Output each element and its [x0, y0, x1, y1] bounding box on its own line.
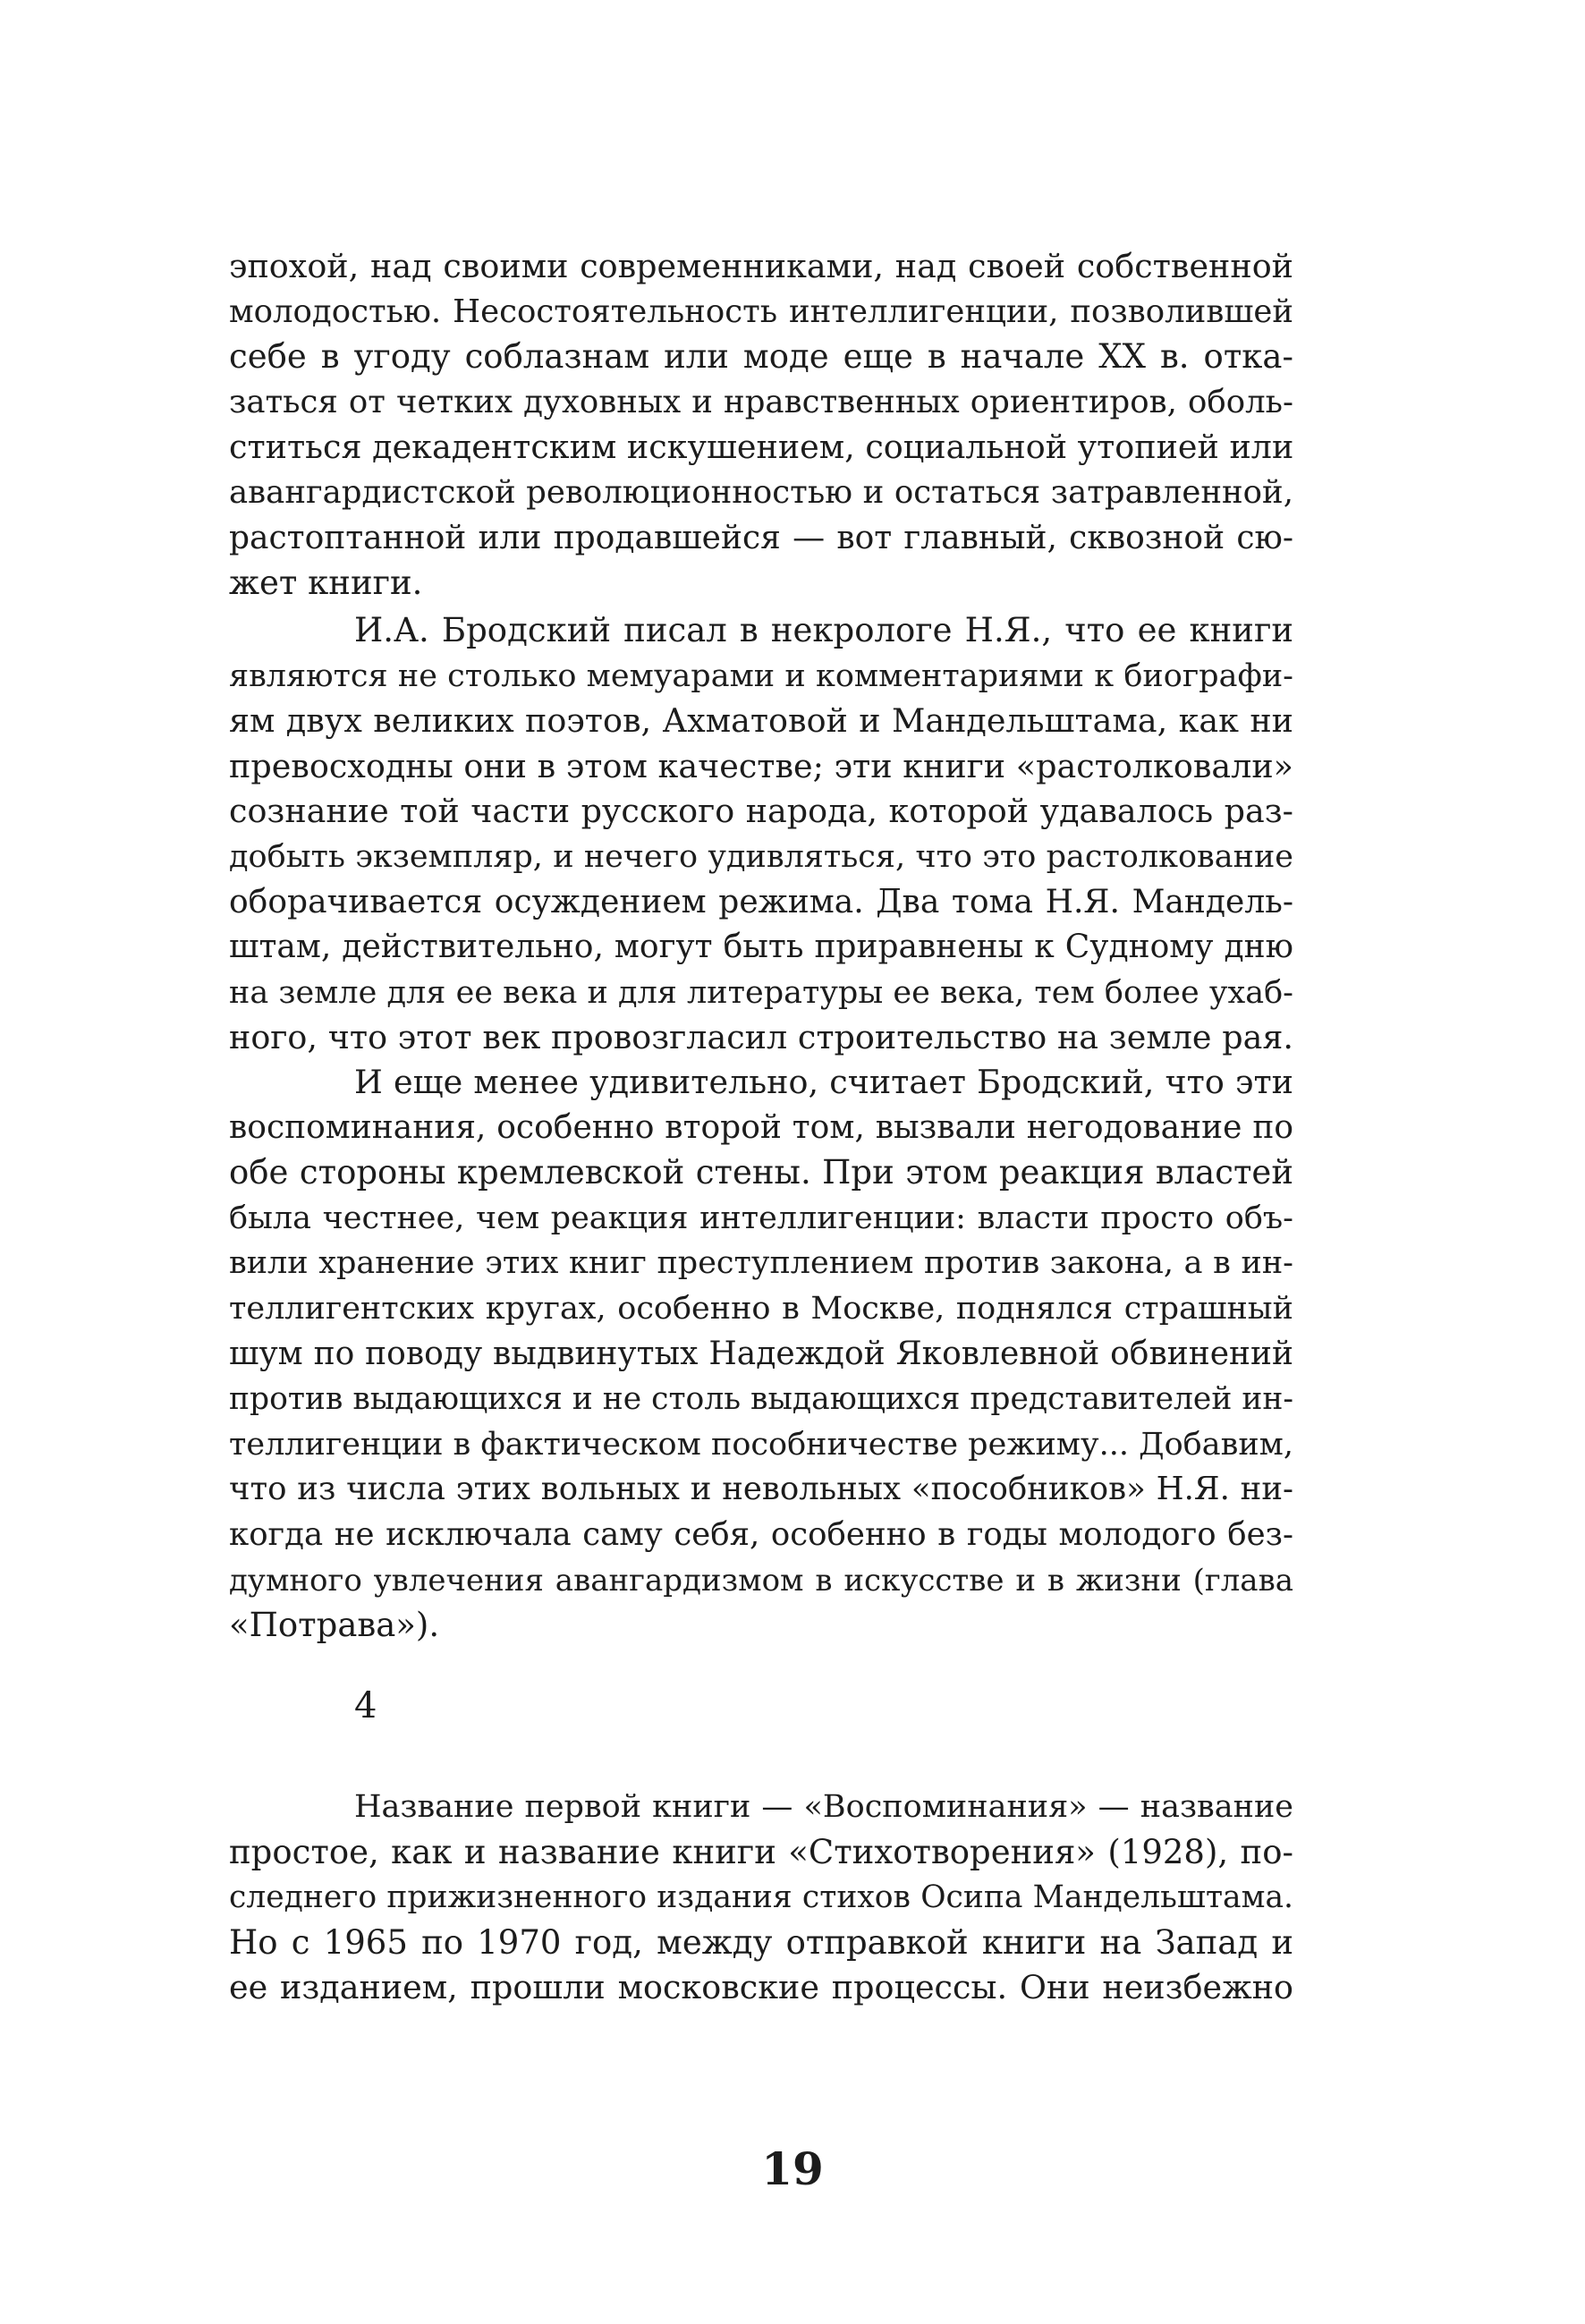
page-number: 19	[761, 2142, 824, 2195]
text-line: ного, что этот век провозгласил строительство на земле рая.	[229, 1018, 1293, 1057]
text-line: теллигенции в фактическом пособничестве режиму... Добавим,	[229, 1426, 1293, 1463]
text-line: была честнее, чем реакция интеллигенции: власти просто объ-	[229, 1200, 1293, 1236]
text-line: себе в угоду соблазнам или моде еще в начале ХХ в. отка-	[229, 337, 1293, 377]
text-line: молодостью. Несостоятельность интеллигенции, позволившей	[229, 293, 1293, 330]
text-line: что из числа этих вольных и невольных «пособников» Н.Я. ни-	[229, 1471, 1293, 1508]
text-line: заться от четких духовных и нравственных ориентиров, оболь-	[229, 383, 1293, 420]
text-line: сознание той части русского народа, которой удавалось раз-	[229, 792, 1293, 831]
text-line: оборачивается осуждением режима. Два тома Н.Я. Мандель-	[229, 883, 1293, 920]
text-line: Но с 1965 по 1970 год, между отправкой книги на Запад и	[229, 1922, 1293, 1962]
paragraph-1	[229, 244, 1293, 606]
text-line: И еще менее удивительно, считает Бродский, что эти	[354, 1063, 1293, 1101]
paragraph-4	[229, 1785, 1293, 2011]
text-line: являются не столько мемуарами и комментариями к биографи-	[229, 657, 1293, 694]
paragraph-3	[229, 1060, 1293, 1649]
text-line: И.А. Бродский писал в некрологе Н.Я., что ее книги	[354, 611, 1293, 649]
text-line: Название первой книги — «Воспоминания» — название	[354, 1789, 1293, 1825]
text-line: против выдающихся и не столь выдающихся представителей ин-	[229, 1381, 1293, 1418]
text-line: эпохой, над своими современниками, над своей собственной	[229, 247, 1293, 285]
text-line: следнего прижизненного издания стихов Осипа Мандельштама.	[229, 1879, 1293, 1916]
text-line: ее изданием, прошли московские процессы. Они неизбежно	[229, 1968, 1293, 2007]
text-line: ям двух великих поэтов, Ахматовой и Мандельштама, как ни	[229, 701, 1293, 741]
paragraph-2	[229, 608, 1293, 1061]
text-line: добыть экземпляр, и нечего удивляться, что это растолкование	[229, 838, 1293, 875]
section-number: 4	[354, 1685, 377, 1726]
text-line: штам, действительно, могут быть приравнены к Судному дню	[229, 929, 1293, 966]
text-line: растоптанной или продавшейся — вот главный, сквозной сю-	[229, 519, 1293, 556]
text-line: жет книги.	[229, 564, 423, 603]
text-line: превосходны они в этом качестве; эти книги «растолковали»	[229, 746, 1293, 785]
text-line: теллигентских кругах, особенно в Москве, поднялся страшный	[229, 1290, 1293, 1327]
text-line: «Потрава»).	[229, 1606, 440, 1645]
text-line: на земле для ее века и для литературы ее века, тем более ухаб-	[229, 974, 1293, 1011]
text-line: ститься декадентским искушением, социальной утопией или	[229, 428, 1293, 467]
text-line: обе стороны кремлевской стены. При этом реакция властей	[229, 1153, 1293, 1192]
text-line: думного увлечения авангардизмом в искусстве и в жизни (глава	[229, 1562, 1293, 1599]
text-line: авангардистской революционностью и остаться затравленной,	[229, 473, 1293, 511]
text-line: шум по поводу выдвинутых Надеждой Яковлевной обвинений	[229, 1335, 1293, 1372]
text-line: вили хранение этих книг преступлением против закона, а в ин-	[229, 1245, 1293, 1282]
text-line: когда не исключала саму себя, особенно в годы молодого без-	[229, 1515, 1293, 1553]
text-line: простое, как и название книги «Стихотворения» (1928), по-	[229, 1832, 1293, 1871]
text-line: воспоминания, особенно второй том, вызвали негодование по	[229, 1108, 1293, 1146]
